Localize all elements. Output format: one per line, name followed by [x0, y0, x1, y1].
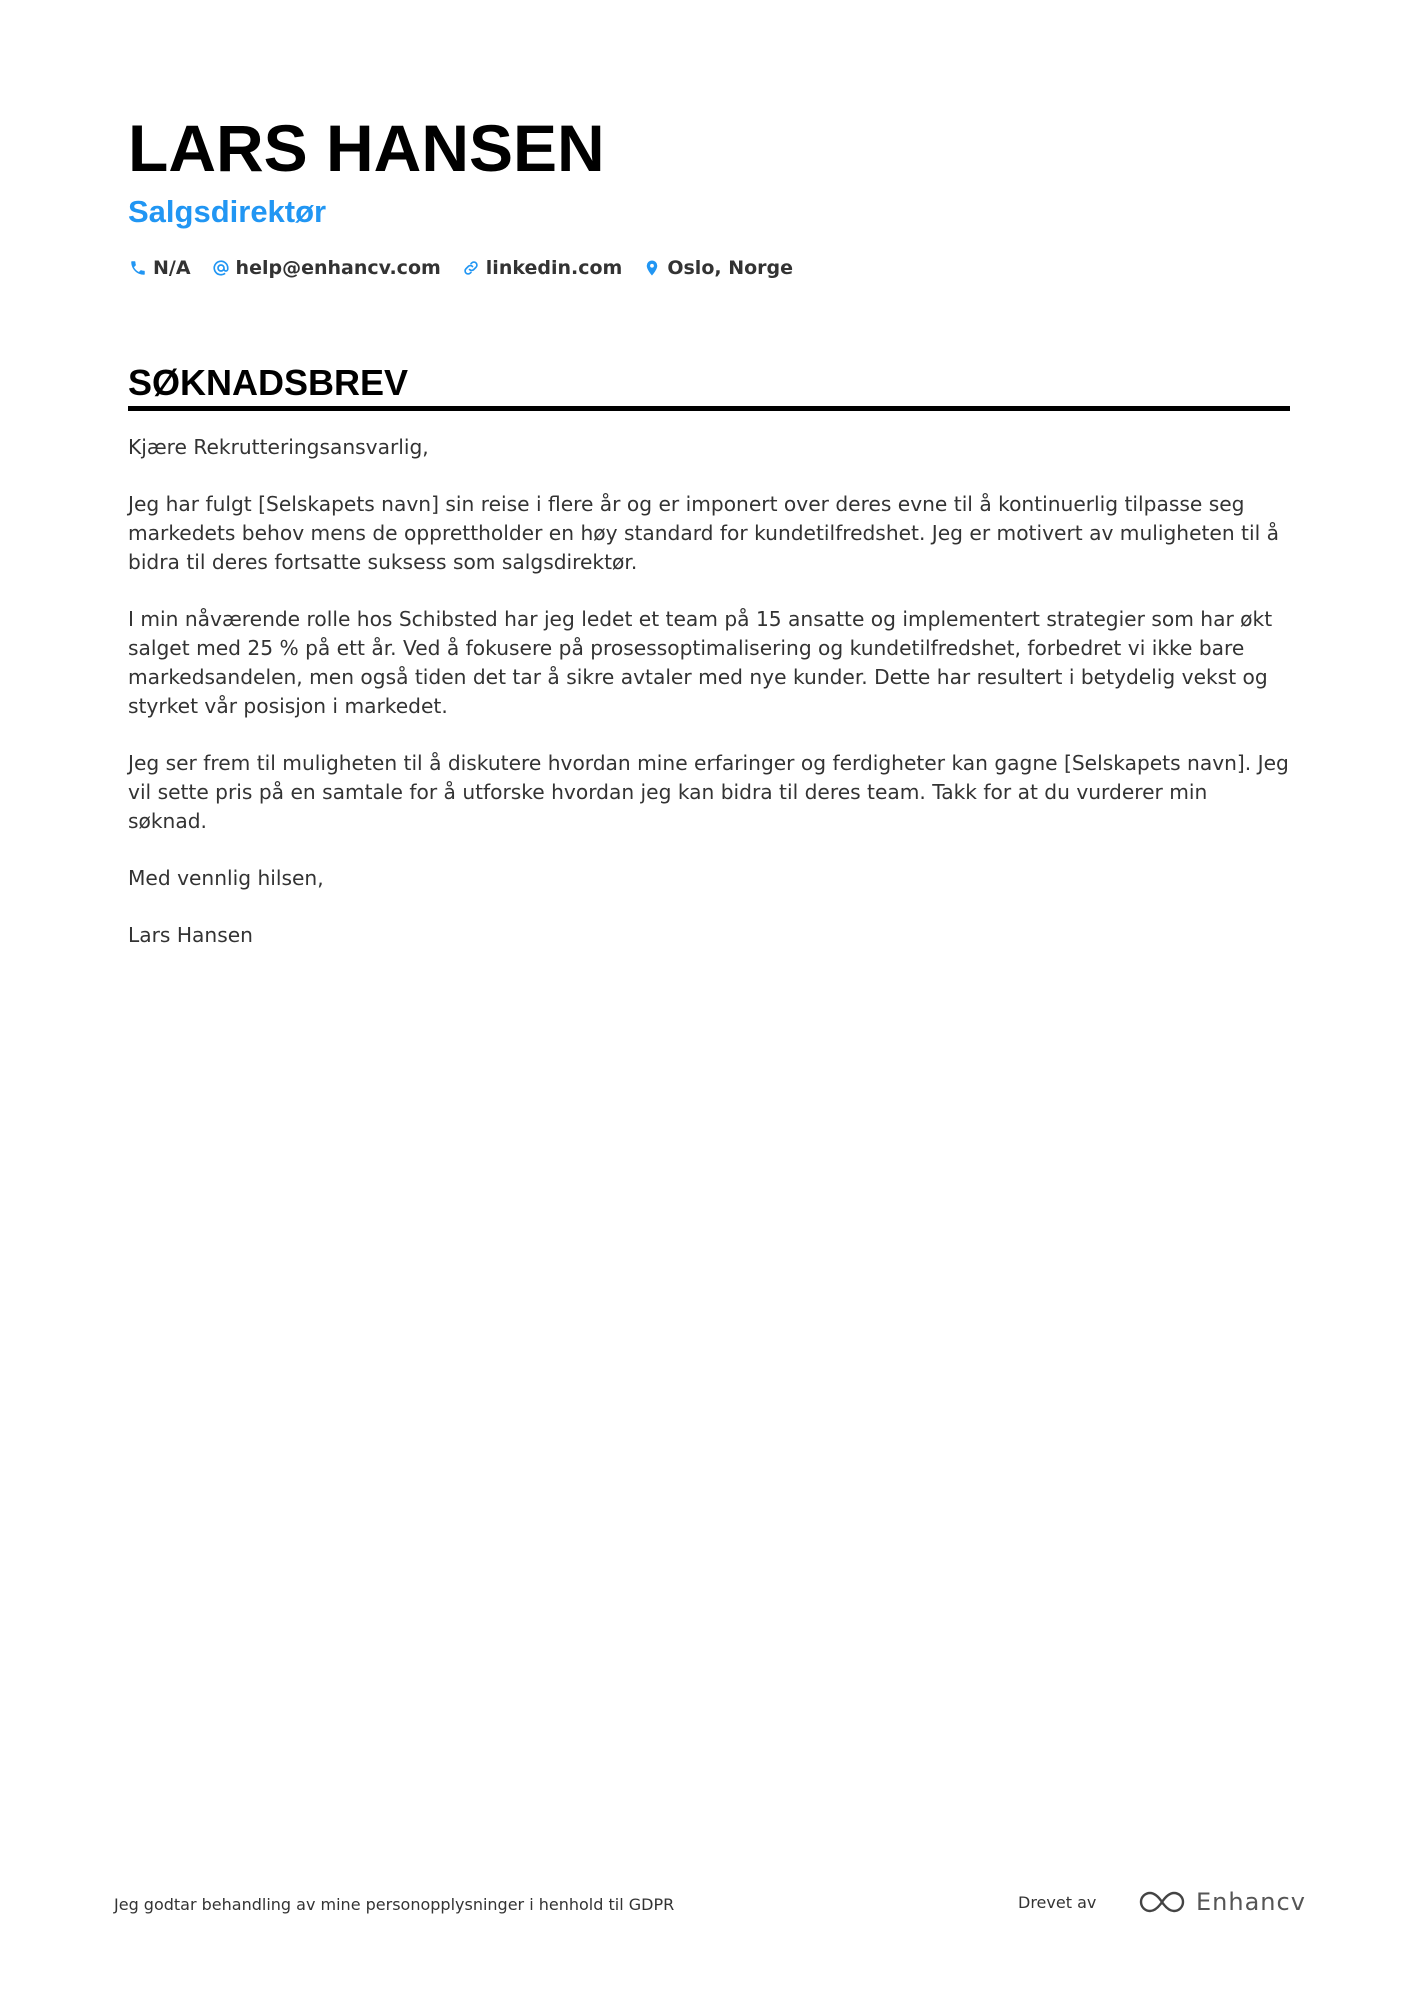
salutation: Kjære Rekrutteringsansvarlig, [128, 435, 429, 459]
section-title: SØKNADSBREV [128, 362, 1290, 411]
at-icon [211, 258, 231, 278]
paragraph-2: I min nåværende rolle hos Schibsted har jeg ledet et team på 15 ansatte og implementert strategier som har økt salget med 25 % på ett år. Ved å fokusere på prosessoptimalisering og kundetilfredshet, forbedret vi ikke bare markedsandelen, men også tiden det tar å sikre avtaler med nye kunder. Dette har resultert i betydelig vekst og styrket vår posisjon i markedet. [128, 607, 1273, 718]
location-pin-icon [642, 258, 662, 278]
phone-icon [128, 258, 148, 278]
cover-letter-page [128, 110, 1290, 978]
candidate-title: Salgsdirektør [128, 194, 327, 229]
phone-text: N/A [153, 257, 191, 279]
gdpr-consent: Jeg godtar behandling av mine personopplysninger i henhold til GDPR [114, 1895, 675, 1914]
paragraph-3: Jeg ser frem til muligheten til å diskutere hvordan mine erfaringer og ferdigheter kan gagne [Selskapets navn]. Jeg vil sette pris på en samtale for å utforske hvordan jeg kan bidra til deres team. Takk for at du vurderer min søknad. [128, 751, 1289, 833]
link-icon [461, 258, 481, 278]
linkedin-text[interactable]: linkedin.com [485, 257, 623, 279]
enhancv-logo[interactable] [1138, 1880, 1306, 1924]
contact-bar [128, 252, 1290, 284]
contact-location [642, 257, 793, 279]
closing: Med vennlig hilsen, [128, 866, 324, 890]
letter-body [128, 433, 1290, 950]
paragraph-1: Jeg har fulgt [Selskapets navn] sin reise i flere år og er imponert over deres evne til å kontinuerlig tilpasse seg markedets behov mens de opprettholder en høy standard for kundetilfredshet. Jeg er motivert av muligheten til å bidra til deres fortsatte suksess som salgsdirektør. [128, 492, 1279, 574]
powered-by-label: Drevet av [1018, 1893, 1097, 1912]
contact-linkedin[interactable] [461, 257, 623, 279]
infinity-icon [1138, 1888, 1186, 1916]
contact-email[interactable] [211, 257, 441, 279]
location-text: Oslo, Norge [667, 257, 794, 279]
brand-name: Enhancv [1196, 1888, 1306, 1916]
contact-phone [128, 257, 191, 279]
email-text[interactable]: help@enhancv.com [235, 257, 441, 279]
signature: Lars Hansen [128, 923, 253, 947]
candidate-name: LARS HANSEN [128, 111, 605, 185]
